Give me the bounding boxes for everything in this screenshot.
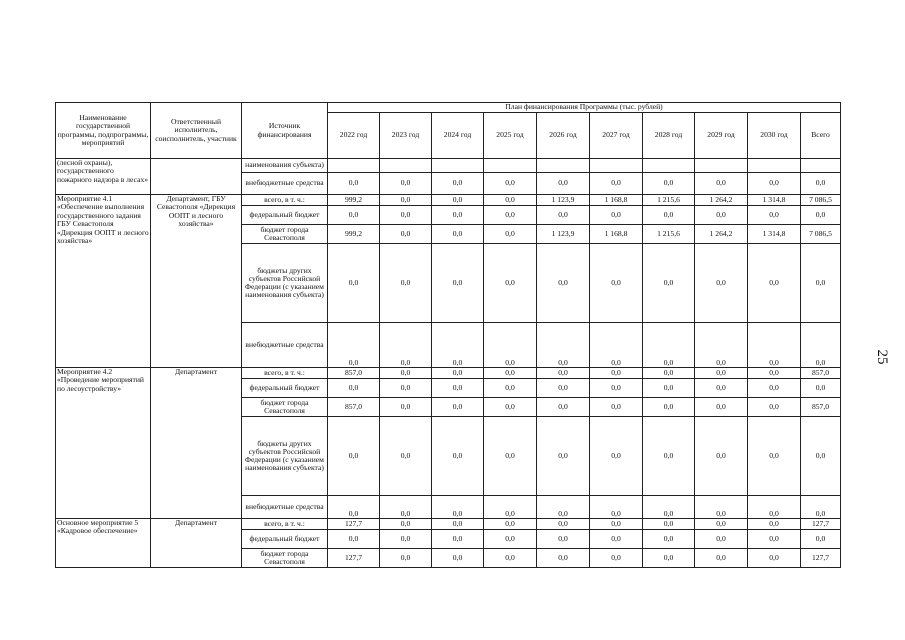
header-year: Всего — [801, 113, 841, 159]
amount-cell: 0,0 — [380, 244, 432, 323]
amount-cell: 0,0 — [695, 244, 748, 323]
amount-cell: 0,0 — [695, 417, 748, 496]
amount-cell: 0,0 — [748, 417, 801, 496]
amount-cell: 0,0 — [484, 368, 537, 379]
funding-source: бюджет города Севастополя — [242, 225, 328, 244]
funding-source: наименования субъекта) — [242, 159, 328, 173]
amount-cell: 0,0 — [590, 549, 643, 568]
table-header — [56, 103, 841, 159]
amount-cell: 0,0 — [695, 496, 748, 519]
amount-cell: 127,7 — [328, 519, 380, 530]
amount-cell — [590, 159, 643, 173]
amount-cell: 0,0 — [590, 496, 643, 519]
amount-cell: 0,0 — [643, 530, 695, 549]
amount-cell: 0,0 — [484, 225, 537, 244]
amount-cell: 0,0 — [590, 519, 643, 530]
amount-cell: 0,0 — [328, 323, 380, 368]
amount-cell — [328, 159, 380, 173]
amount-cell: 0,0 — [801, 173, 841, 195]
amount-cell: 0,0 — [537, 173, 590, 195]
header-year: 2022 год — [328, 113, 380, 159]
funding-source: внебюджетные средства — [242, 496, 328, 519]
responsible-executor — [151, 159, 242, 195]
funding-source: бюджет города Севастополя — [242, 398, 328, 417]
amount-cell: 0,0 — [748, 244, 801, 323]
amount-cell: 0,0 — [695, 519, 748, 530]
amount-cell: 999,2 — [328, 225, 380, 244]
amount-cell: 0,0 — [537, 398, 590, 417]
amount-cell: 0,0 — [643, 398, 695, 417]
amount-cell: 0,0 — [643, 519, 695, 530]
amount-cell: 0,0 — [484, 379, 537, 398]
amount-cell: 0,0 — [748, 549, 801, 568]
amount-cell: 0,0 — [537, 368, 590, 379]
amount-cell: 0,0 — [484, 173, 537, 195]
amount-cell: 0,0 — [801, 244, 841, 323]
responsible-executor: Департамент — [151, 368, 242, 519]
amount-cell: 0,0 — [695, 549, 748, 568]
amount-cell: 0,0 — [748, 519, 801, 530]
amount-cell: 0,0 — [643, 244, 695, 323]
amount-cell: 0,0 — [380, 368, 432, 379]
amount-cell: 0,0 — [380, 519, 432, 530]
amount-cell: 0,0 — [537, 244, 590, 323]
amount-cell: 0,0 — [695, 530, 748, 549]
amount-cell: 0,0 — [537, 206, 590, 225]
funding-source: всего, в т. ч.: — [242, 519, 328, 530]
amount-cell: 0,0 — [748, 379, 801, 398]
amount-cell: 0,0 — [484, 496, 537, 519]
amount-cell: 0,0 — [590, 206, 643, 225]
funding-source: бюджет города Севастополя — [242, 549, 328, 568]
amount-cell: 0,0 — [590, 323, 643, 368]
amount-cell: 0,0 — [537, 519, 590, 530]
amount-cell: 0,0 — [380, 173, 432, 195]
amount-cell: 0,0 — [432, 417, 484, 496]
amount-cell: 0,0 — [748, 496, 801, 519]
amount-cell: 1 264,2 — [695, 225, 748, 244]
amount-cell: 0,0 — [590, 244, 643, 323]
amount-cell: 0,0 — [432, 225, 484, 244]
amount-cell: 999,2 — [328, 195, 380, 206]
amount-cell: 0,0 — [328, 530, 380, 549]
amount-cell: 0,0 — [432, 398, 484, 417]
header-year: 2029 год — [695, 113, 748, 159]
amount-cell: 0,0 — [484, 530, 537, 549]
amount-cell: 1 168,8 — [590, 225, 643, 244]
amount-cell: 0,0 — [484, 519, 537, 530]
amount-cell: 7 086,5 — [801, 195, 841, 206]
amount-cell: 0,0 — [380, 195, 432, 206]
amount-cell: 1 314,8 — [748, 195, 801, 206]
amount-cell: 0,0 — [695, 173, 748, 195]
header-year: 2027 год — [590, 113, 643, 159]
amount-cell: 0,0 — [380, 417, 432, 496]
measure-name: Основное мероприятие 5 «Кадровое обеспечение» — [56, 519, 151, 568]
amount-cell: 0,0 — [432, 173, 484, 195]
amount-cell: 0,0 — [380, 530, 432, 549]
amount-cell: 0,0 — [537, 379, 590, 398]
amount-cell: 0,0 — [432, 519, 484, 530]
amount-cell: 0,0 — [590, 398, 643, 417]
amount-cell: 0,0 — [380, 379, 432, 398]
amount-cell: 0,0 — [432, 368, 484, 379]
amount-cell: 0,0 — [748, 323, 801, 368]
amount-cell: 0,0 — [537, 417, 590, 496]
amount-cell: 0,0 — [590, 173, 643, 195]
amount-cell: 0,0 — [380, 206, 432, 225]
amount-cell: 127,7 — [801, 549, 841, 568]
amount-cell: 0,0 — [537, 530, 590, 549]
amount-cell: 0,0 — [328, 417, 380, 496]
amount-cell: 0,0 — [328, 379, 380, 398]
amount-cell: 0,0 — [484, 323, 537, 368]
amount-cell: 0,0 — [380, 496, 432, 519]
amount-cell: 0,0 — [695, 398, 748, 417]
amount-cell: 0,0 — [432, 496, 484, 519]
amount-cell: 0,0 — [537, 496, 590, 519]
amount-cell: 857,0 — [801, 368, 841, 379]
header-year: 2026 год — [537, 113, 590, 159]
amount-cell: 1 264,2 — [695, 195, 748, 206]
amount-cell: 0,0 — [801, 323, 841, 368]
amount-cell: 1 123,9 — [537, 195, 590, 206]
amount-cell — [537, 159, 590, 173]
amount-cell — [484, 159, 537, 173]
amount-cell: 0,0 — [801, 379, 841, 398]
amount-cell: 0,0 — [643, 173, 695, 195]
header-year: 2030 год — [748, 113, 801, 159]
amount-cell: 0,0 — [695, 206, 748, 225]
amount-cell: 0,0 — [328, 244, 380, 323]
amount-cell: 0,0 — [643, 549, 695, 568]
table-row — [56, 519, 841, 530]
funding-source: всего, в т. ч.: — [242, 195, 328, 206]
funding-source: бюджеты других субъектов Российской Федерации (с указанием наименования субъекта) — [242, 417, 328, 496]
amount-cell: 0,0 — [643, 323, 695, 368]
header-name: Наименование государственной программы, подпрограммы, мероприятий — [56, 103, 151, 159]
table-row — [56, 368, 841, 379]
amount-cell: 1 215,6 — [643, 195, 695, 206]
amount-cell: 0,0 — [380, 549, 432, 568]
amount-cell: 0,0 — [801, 496, 841, 519]
amount-cell: 0,0 — [590, 530, 643, 549]
amount-cell: 0,0 — [432, 379, 484, 398]
amount-cell — [432, 159, 484, 173]
amount-cell: 0,0 — [432, 530, 484, 549]
amount-cell: 0,0 — [590, 379, 643, 398]
amount-cell: 0,0 — [801, 206, 841, 225]
header-year: 2023 год — [380, 113, 432, 159]
amount-cell: 1 215,6 — [643, 225, 695, 244]
amount-cell: 127,7 — [801, 519, 841, 530]
amount-cell: 0,0 — [748, 398, 801, 417]
header-source: Источник финансирования — [242, 103, 328, 159]
header-year: 2024 год — [432, 113, 484, 159]
amount-cell: 857,0 — [328, 368, 380, 379]
header-responsible: Ответственный исполнитель, соисполнитель, участник — [151, 103, 242, 159]
amount-cell: 0,0 — [484, 549, 537, 568]
amount-cell: 0,0 — [643, 496, 695, 519]
amount-cell: 0,0 — [695, 368, 748, 379]
amount-cell: 0,0 — [328, 173, 380, 195]
amount-cell: 0,0 — [484, 398, 537, 417]
financing-table — [55, 102, 841, 568]
table-row — [56, 195, 841, 206]
amount-cell: 0,0 — [695, 379, 748, 398]
amount-cell — [695, 159, 748, 173]
funding-source: внебюджетные средства — [242, 323, 328, 368]
funding-source: федеральный бюджет — [242, 379, 328, 398]
amount-cell — [748, 159, 801, 173]
header-plan-title: План финансирования Программы (тыс. рублей) — [328, 103, 841, 113]
amount-cell — [380, 159, 432, 173]
funding-source: федеральный бюджет — [242, 530, 328, 549]
responsible-executor: Департамент, ГБУ Севастополя «Дирекция ООПТ и лесного хозяйства» — [151, 195, 242, 368]
amount-cell: 0,0 — [643, 379, 695, 398]
amount-cell: 0,0 — [484, 417, 537, 496]
amount-cell — [643, 159, 695, 173]
amount-cell: 1 123,9 — [537, 225, 590, 244]
amount-cell: 0,0 — [643, 206, 695, 225]
amount-cell: 0,0 — [643, 368, 695, 379]
amount-cell: 0,0 — [484, 206, 537, 225]
measure-name: Мероприятие 4.2 «Проведение мероприятий по лесоустройству» — [56, 368, 151, 519]
amount-cell: 0,0 — [748, 368, 801, 379]
amount-cell: 0,0 — [748, 206, 801, 225]
funding-source: внебюджетные средства — [242, 173, 328, 195]
amount-cell: 0,0 — [380, 398, 432, 417]
amount-cell: 0,0 — [432, 323, 484, 368]
amount-cell: 0,0 — [590, 368, 643, 379]
amount-cell: 1 314,8 — [748, 225, 801, 244]
amount-cell: 857,0 — [801, 398, 841, 417]
amount-cell: 0,0 — [328, 206, 380, 225]
funding-source: федеральный бюджет — [242, 206, 328, 225]
amount-cell: 0,0 — [537, 323, 590, 368]
responsible-executor: Департамент — [151, 519, 242, 568]
header-year: 2028 год — [643, 113, 695, 159]
amount-cell: 127,7 — [328, 549, 380, 568]
amount-cell: 7 086,5 — [801, 225, 841, 244]
measure-name: (лесной охраны), государственного пожарного надзора в лесах» — [56, 159, 151, 195]
amount-cell: 0,0 — [432, 549, 484, 568]
amount-cell: 0,0 — [801, 417, 841, 496]
amount-cell: 0,0 — [432, 195, 484, 206]
amount-cell: 0,0 — [328, 496, 380, 519]
amount-cell: 0,0 — [748, 530, 801, 549]
amount-cell: 0,0 — [432, 206, 484, 225]
header-year: 2025 год — [484, 113, 537, 159]
funding-source: всего, в т. ч.: — [242, 368, 328, 379]
amount-cell: 0,0 — [537, 549, 590, 568]
page-number: 25 — [874, 349, 890, 365]
amount-cell: 1 168,8 — [590, 195, 643, 206]
amount-cell: 0,0 — [432, 244, 484, 323]
amount-cell: 0,0 — [380, 323, 432, 368]
amount-cell: 0,0 — [643, 417, 695, 496]
amount-cell: 0,0 — [484, 195, 537, 206]
amount-cell — [801, 159, 841, 173]
amount-cell: 0,0 — [380, 225, 432, 244]
amount-cell: 0,0 — [695, 323, 748, 368]
measure-name: Мероприятие 4.1 «Обеспечение выполнения государственного задания ГБУ Севастополя «Дирекция ООПТ и лесного хозяйства» — [56, 195, 151, 368]
table-row — [56, 159, 841, 173]
table-body — [56, 159, 841, 568]
amount-cell: 0,0 — [590, 417, 643, 496]
amount-cell: 0,0 — [801, 530, 841, 549]
amount-cell: 0,0 — [484, 244, 537, 323]
amount-cell: 0,0 — [748, 173, 801, 195]
funding-source: бюджеты других субъектов Российской Федерации (с указанием наименования субъекта) — [242, 244, 328, 323]
amount-cell: 857,0 — [328, 398, 380, 417]
